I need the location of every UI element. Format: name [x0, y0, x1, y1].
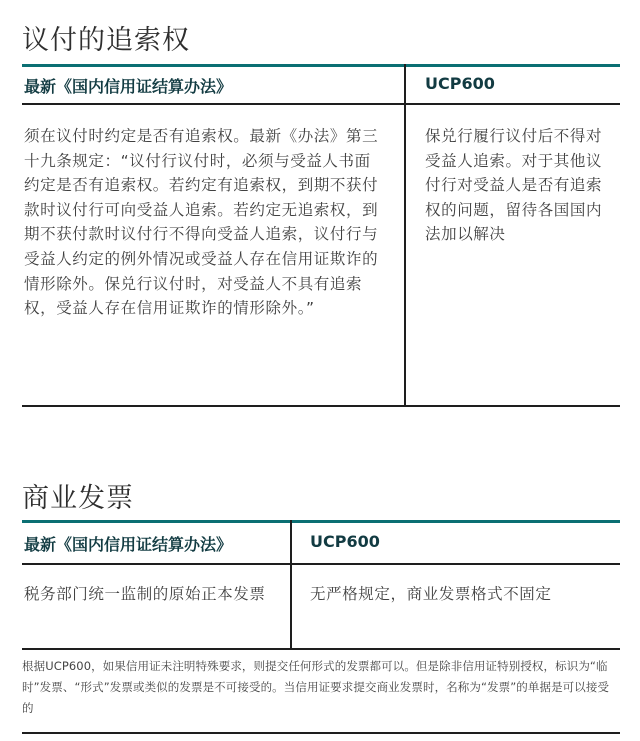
table2-bottom-rule: [22, 648, 620, 650]
section-title-recourse: 议付的追索权: [22, 25, 190, 56]
table2-header-left: 最新《国内信用证结算办法》: [24, 535, 233, 554]
table1-top-rule: [22, 64, 620, 67]
table1-right-cell: 保兑行履行议付后不得对受益人追索。对于其他议付行对受益人是否有追索权的问题，留待各国国内法加以解决: [425, 127, 603, 244]
table2-left-cell: 税务部门统一监制的原始正本发票: [24, 585, 266, 603]
section-title-invoice: 商业发票: [22, 483, 134, 514]
table1-bottom-rule: [22, 405, 620, 407]
table2-top-rule: [22, 520, 620, 523]
invoice-note: 根据UCP600，如果信用证未注明特殊要求，则提交任何形式的发票都可以。但是除非信用证特别授权，标识为“临时”发票、“形式”发票或类似的发票是不可接受的。当信用证要求提交商业发票时，名称为“发票”的单据是可以接受的: [22, 659, 610, 715]
note-bottom-rule: [22, 732, 620, 734]
table1-header-right: UCP600: [425, 74, 495, 93]
table1-header-left: 最新《国内信用证结算办法》: [24, 77, 233, 96]
table2-header-right: UCP600: [310, 532, 380, 551]
table1-column-divider: [404, 64, 406, 407]
table2-right-cell: 无严格规定，商业发票格式不固定: [310, 585, 552, 603]
table2-header-rule: [22, 563, 620, 565]
table1-header-rule: [22, 103, 620, 105]
table2-column-divider: [290, 520, 292, 650]
table1-left-cell: 须在议付时约定是否有追索权。最新《办法》第三十九条规定：“议付行议付时，必须与受益人书面约定是否有追索权。若约定有追索权，到期不获付款时议付行可向受益人追索。若约定无追索权，到期不获付款时议付行不得向受益人追索，议付行与受益人约定的例外情况或受益人存在信用证欺诈的情形除外。保兑行议付时，对受益人不具有追索权，受益人存在信用证欺诈的情形除外。”: [24, 127, 379, 318]
